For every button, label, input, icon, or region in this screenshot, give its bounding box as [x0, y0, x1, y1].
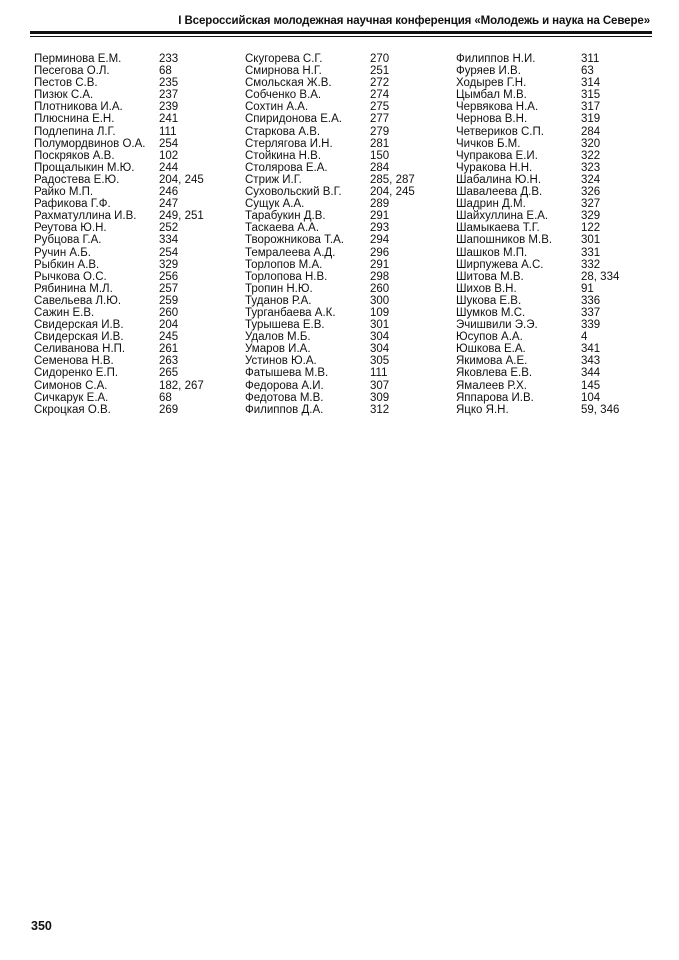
page-refs: 301 — [581, 234, 601, 247]
author-name: Шапошников М.В. — [456, 234, 553, 247]
author-name: Шумков М.С. — [456, 306, 526, 319]
page-refs: 247 — [159, 198, 179, 211]
author-name: Юсупов А.А. — [456, 331, 523, 344]
author-name: Радостева Е.Ю. — [34, 173, 120, 186]
page-refs: 59, 346 — [581, 403, 620, 416]
author-name: Поскряков А.В. — [34, 149, 115, 162]
author-name: Сохтин А.А. — [245, 101, 309, 114]
author-name: Умаров И.А. — [245, 343, 311, 356]
author-name: Ходырев Г.Н. — [456, 77, 527, 90]
page-refs: 317 — [581, 101, 601, 114]
page-refs: 91 — [581, 282, 594, 295]
page-refs: 320 — [581, 137, 601, 150]
author-name: Сущук А.А. — [245, 198, 305, 211]
page-refs: 252 — [159, 222, 179, 235]
page-number: 350 — [31, 919, 52, 933]
author-name: Столярова Е.А. — [245, 161, 328, 174]
author-name: Яцко Я.Н. — [456, 403, 509, 416]
author-name: Плотникова И.А. — [34, 101, 123, 114]
page-refs: 111 — [370, 367, 388, 380]
author-name: Чуракова Н.Н. — [456, 161, 533, 174]
page-refs: 239 — [159, 101, 179, 114]
author-name: Шадрин Д.М. — [456, 198, 526, 211]
author-name: Стриж И.Г. — [245, 173, 302, 186]
page-refs: 281 — [370, 137, 390, 150]
author-name: Ямалеев Р.Х. — [456, 379, 527, 392]
author-name: Темралеева А.Д. — [245, 246, 336, 259]
page-refs: 68 — [159, 65, 172, 78]
header-rule-thin — [30, 36, 652, 37]
page-refs: 102 — [159, 149, 179, 162]
page-refs: 241 — [159, 113, 179, 126]
page-refs: 327 — [581, 198, 601, 211]
page-refs: 291 — [370, 210, 390, 223]
author-name: Шавалеева Д.В. — [456, 186, 543, 199]
author-name: Творожникова Т.А. — [245, 234, 344, 247]
page-refs: 246 — [159, 186, 179, 199]
author-name: Шихов В.Н. — [456, 282, 517, 295]
author-name: Смольская Ж.В. — [245, 77, 332, 90]
page-refs: 314 — [581, 77, 601, 90]
author-name: Турганбаева А.К. — [245, 306, 336, 319]
author-name: Пизюк С.А. — [34, 89, 94, 102]
page-refs: 4 — [581, 331, 588, 344]
page-refs: 329 — [159, 258, 179, 271]
author-name: Симонов С.А. — [34, 379, 108, 392]
author-name: Фуряев И.В. — [456, 65, 521, 78]
author-name: Стойкина Н.В. — [245, 149, 322, 162]
author-name: Шашков М.П. — [456, 246, 528, 259]
page-refs: 237 — [159, 89, 179, 102]
page-refs: 249, 251 — [159, 210, 204, 223]
author-name: Рябинина М.Л. — [34, 282, 113, 295]
author-name: Шамыкаева Т.Г. — [456, 222, 540, 235]
author-name: Перминова Е.М. — [34, 53, 122, 65]
page-refs: 294 — [370, 234, 390, 247]
author-name: Яковлева Е.В. — [456, 367, 533, 380]
author-name: Шайхуллина Е.А. — [456, 210, 549, 223]
page-refs: 145 — [581, 379, 601, 392]
page-refs: 254 — [159, 137, 179, 150]
author-name: Филиппов Д.А. — [245, 403, 324, 416]
author-name: Суховольский В.Г. — [245, 186, 342, 199]
author-name: Старкова А.В. — [245, 125, 321, 138]
author-name: Рубцова Г.А. — [34, 234, 102, 247]
author-name: Сичкарук Е.А. — [34, 391, 109, 404]
author-name: Скроцкая О.В. — [34, 403, 111, 416]
page-refs: 332 — [581, 258, 601, 271]
page-refs: 309 — [370, 391, 390, 404]
page-refs: 323 — [581, 161, 601, 174]
page-refs: 269 — [159, 403, 179, 416]
author-name: Чернова В.Н. — [456, 113, 528, 126]
page-refs: 326 — [581, 186, 601, 199]
author-name: Рахматуллина И.В. — [34, 210, 137, 223]
author-name: Торлопов М.А. — [245, 258, 323, 271]
page-refs: 312 — [370, 403, 390, 416]
author-name: Яппарова И.В. — [456, 391, 534, 404]
author-name: Эчишвили Э.Э. — [456, 319, 538, 332]
header-rule-thick — [30, 31, 652, 34]
page-refs: 244 — [159, 161, 179, 174]
author-name: Федорова А.И. — [245, 379, 324, 392]
author-name: Удалов М.Б. — [245, 331, 311, 344]
page-refs: 315 — [581, 89, 601, 102]
page-refs: 304 — [370, 331, 390, 344]
page-refs: 284 — [581, 125, 601, 138]
page-refs: 319 — [581, 113, 601, 126]
author-name: Рычкова О.С. — [34, 270, 107, 283]
running-header — [30, 13, 652, 37]
page-refs: 275 — [370, 101, 390, 114]
page-refs: 279 — [370, 125, 390, 138]
page-refs: 305 — [370, 355, 390, 368]
page-refs: 233 — [159, 53, 179, 65]
page-refs: 344 — [581, 367, 601, 380]
author-name: Сидоренко Е.П. — [34, 367, 119, 380]
author-name: Собченко В.А. — [245, 89, 322, 102]
author-name: Смирнова Н.Г. — [245, 65, 322, 78]
author-name: Филиппов Н.И. — [456, 53, 536, 65]
page-refs: 274 — [370, 89, 390, 102]
page-refs: 265 — [159, 367, 179, 380]
page-refs: 298 — [370, 270, 390, 283]
author-name: Фатышева М.В. — [245, 367, 329, 380]
page-refs: 251 — [370, 65, 390, 78]
author-name: Четвериков С.П. — [456, 125, 544, 138]
author-name: Чичков Б.М. — [456, 137, 521, 150]
author-name: Цымбал М.В. — [456, 89, 527, 102]
author-name: Шабалина Ю.Н. — [456, 173, 542, 186]
page-refs: 259 — [159, 294, 179, 307]
page-refs: 341 — [581, 343, 601, 356]
page-refs: 260 — [159, 306, 179, 319]
author-name: Ручин А.Б. — [34, 246, 91, 259]
author-name: Шитова М.В. — [456, 270, 524, 283]
author-name: Торлопова Н.В. — [245, 270, 328, 283]
page-refs: 301 — [370, 319, 390, 332]
page-refs: 324 — [581, 173, 601, 186]
page-refs: 104 — [581, 391, 601, 404]
page-refs: 182, 267 — [159, 379, 204, 392]
page-refs: 150 — [370, 149, 390, 162]
author-name: Стерлягова И.Н. — [245, 137, 333, 150]
page-refs: 285, 287 — [370, 173, 415, 186]
page-refs: 263 — [159, 355, 179, 368]
author-name: Реутова Ю.Н. — [34, 222, 107, 235]
author-name: Тарабукин Д.В. — [245, 210, 326, 223]
author-name: Чупракова Е.И. — [456, 149, 538, 162]
author-name: Туданов Р.А. — [245, 294, 312, 307]
page-refs: 284 — [370, 161, 390, 174]
author-name: Семенова Н.В. — [34, 355, 114, 368]
page-refs: 256 — [159, 270, 179, 283]
page-refs: 63 — [581, 65, 594, 78]
page-refs: 331 — [581, 246, 601, 259]
author-name: Райко М.П. — [34, 186, 94, 199]
page-refs: 291 — [370, 258, 390, 271]
author-name: Ширпужева А.С. — [456, 258, 544, 271]
author-name: Подлепина Л.Г. — [34, 125, 116, 138]
page-refs: 289 — [370, 198, 390, 211]
author-name: Турышева Е.В. — [245, 319, 325, 332]
page-refs: 111 — [159, 125, 177, 138]
page-refs: 336 — [581, 294, 601, 307]
page-refs: 307 — [370, 379, 390, 392]
page-refs: 257 — [159, 282, 179, 295]
page-refs: 254 — [159, 246, 179, 259]
page-refs: 322 — [581, 149, 601, 162]
author-name: Пестов С.В. — [34, 77, 98, 90]
author-name: Скугорева С.Г. — [245, 53, 323, 65]
page-refs: 343 — [581, 355, 601, 368]
page-refs: 304 — [370, 343, 390, 356]
page-refs: 261 — [159, 343, 179, 356]
page-refs: 204, 245 — [159, 173, 204, 186]
page-refs: 270 — [370, 53, 390, 65]
author-name: Свидерская И.В. — [34, 331, 124, 344]
page-refs: 334 — [159, 234, 179, 247]
author-name: Юшкова Е.А. — [456, 343, 526, 356]
author-name: Свидерская И.В. — [34, 319, 124, 332]
page-refs: 329 — [581, 210, 601, 223]
author-name: Устинов Ю.А. — [245, 355, 317, 368]
page-refs: 260 — [370, 282, 390, 295]
conference-title: I Всероссийская молодежная научная конференция «Молодежь и наука на Севере» — [178, 15, 650, 27]
page-refs: 272 — [370, 77, 390, 90]
page-refs: 122 — [581, 222, 601, 235]
page-refs: 109 — [370, 306, 390, 319]
author-name: Полумордвинов О.А. — [34, 137, 146, 150]
page-refs: 28, 334 — [581, 270, 620, 283]
author-name: Таскаева А.А. — [245, 222, 320, 235]
author-name: Рыбкин А.В. — [34, 258, 100, 271]
page-refs: 277 — [370, 113, 390, 126]
page-refs: 311 — [581, 53, 600, 65]
author-name: Песегова О.Л. — [34, 65, 110, 78]
page-refs: 337 — [581, 306, 601, 319]
author-name: Червякова Н.А. — [456, 101, 539, 114]
page-refs: 339 — [581, 319, 601, 332]
page-refs: 204, 245 — [370, 186, 415, 199]
author-name: Сажин Е.В. — [34, 306, 95, 319]
author-name: Якимова А.Е. — [456, 355, 528, 368]
page-refs: 235 — [159, 77, 179, 90]
author-name: Селиванова Н.П. — [34, 343, 126, 356]
page-refs: 204 — [159, 319, 179, 332]
author-name: Спиридонова Е.А. — [245, 113, 342, 126]
page-refs: 293 — [370, 222, 390, 235]
author-name: Савельева Л.Ю. — [34, 294, 122, 307]
page-refs: 296 — [370, 246, 390, 259]
author-name: Плюснина Е.Н. — [34, 113, 115, 126]
author-name: Рафикова Г.Ф. — [34, 198, 111, 211]
author-name: Тропин Н.Ю. — [245, 282, 313, 295]
author-name: Прощалыкин М.Ю. — [34, 161, 135, 174]
page-refs: 245 — [159, 331, 179, 344]
page-refs: 300 — [370, 294, 390, 307]
page-refs: 68 — [159, 391, 172, 404]
author-name: Федотова М.В. — [245, 391, 324, 404]
author-name: Шукова Е.В. — [456, 294, 522, 307]
